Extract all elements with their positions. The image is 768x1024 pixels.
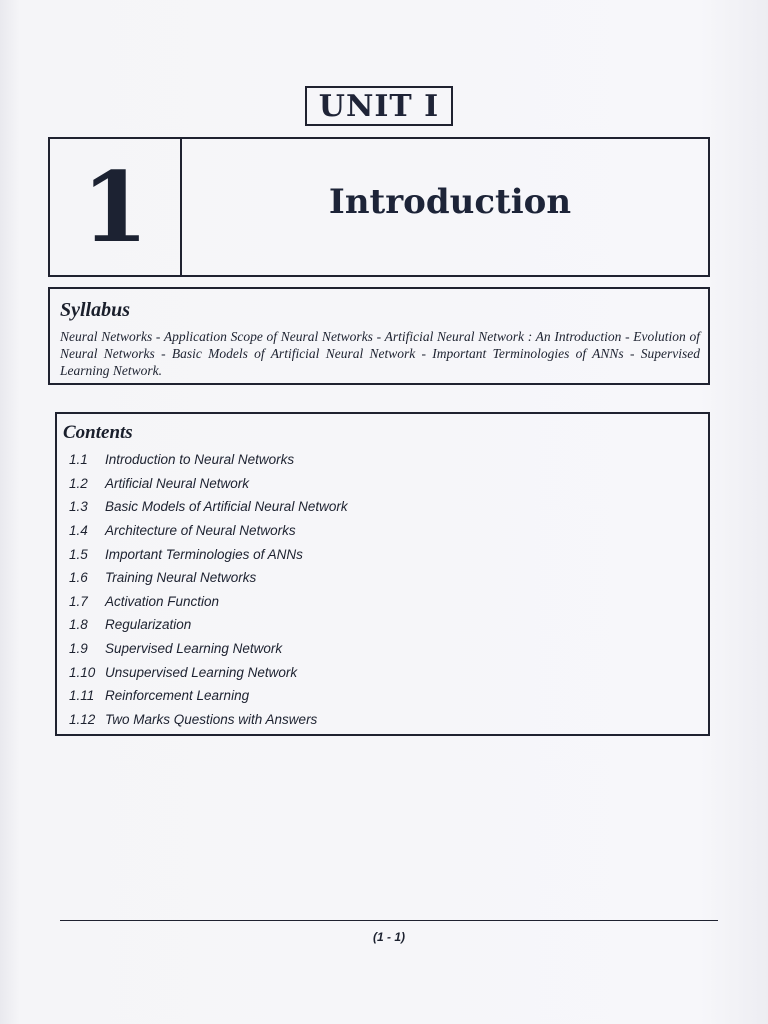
contents-item-number: 1.5 <box>69 546 88 562</box>
syllabus-section <box>48 287 710 385</box>
contents-item[interactable] <box>63 495 700 519</box>
contents-item-title: Introduction to Neural Networks <box>105 452 295 468</box>
contents-list <box>63 448 700 731</box>
contents-item-number: 1.3 <box>69 499 88 515</box>
contents-item-number: 1.10 <box>69 664 96 680</box>
contents-item[interactable] <box>63 542 700 566</box>
chapter-header <box>48 137 710 277</box>
contents-heading: Contents <box>63 422 133 443</box>
contents-item-title: Basic Models of Artificial Neural Network <box>105 499 348 515</box>
contents-item[interactable] <box>63 448 700 472</box>
contents-item[interactable] <box>63 519 700 543</box>
contents-item-title: Reinforcement Learning <box>105 688 250 704</box>
contents-item-number: 1.1 <box>69 452 88 468</box>
contents-item-number: 1.11 <box>69 688 95 704</box>
contents-item[interactable] <box>63 613 700 637</box>
chapter-number: 1 <box>50 139 182 275</box>
contents-item-number: 1.8 <box>69 617 88 633</box>
page-number: (1 - 1) <box>372 930 405 944</box>
footer-divider <box>60 920 718 921</box>
contents-item-title: Supervised Learning Network <box>105 641 283 657</box>
contents-item[interactable] <box>63 590 700 614</box>
contents-item-number: 1.7 <box>69 593 88 609</box>
contents-item-number: 1.4 <box>69 523 88 539</box>
syllabus-heading: Syllabus <box>60 299 131 321</box>
contents-item-title: Training Neural Networks <box>105 570 257 586</box>
contents-item-title: Architecture of Neural Networks <box>105 523 296 539</box>
syllabus-text: Neural Networks - Application Scope of Neural Networks - Artificial Neural Network : An Introduction - Evolution of Neural Networks - Basic Models of Artificial Neural Network - Important Terminologies of ANNs - Supervised Learning Network. <box>60 329 700 378</box>
contents-item-title: Regularization <box>105 617 192 633</box>
contents-item-title: Two Marks Questions with Answers <box>105 711 318 727</box>
contents-item[interactable] <box>63 708 700 732</box>
chapter-title: Introduction <box>328 182 572 222</box>
contents-item-number: 1.2 <box>69 475 88 491</box>
contents-item[interactable] <box>63 472 700 496</box>
contents-item[interactable] <box>63 660 700 684</box>
contents-item-title: Activation Function <box>105 593 220 609</box>
contents-item-number: 1.12 <box>69 711 96 727</box>
unit-label: UNIT I <box>305 86 453 126</box>
contents-section <box>55 412 710 736</box>
contents-item[interactable] <box>63 684 700 708</box>
contents-item-title: Artificial Neural Network <box>105 475 250 491</box>
contents-item-title: Important Terminologies of ANNs <box>105 546 303 562</box>
contents-item[interactable] <box>63 566 700 590</box>
contents-item-title: Unsupervised Learning Network <box>105 664 298 680</box>
contents-item-number: 1.6 <box>69 570 88 586</box>
contents-item-number: 1.9 <box>69 641 88 657</box>
contents-item[interactable] <box>63 637 700 661</box>
